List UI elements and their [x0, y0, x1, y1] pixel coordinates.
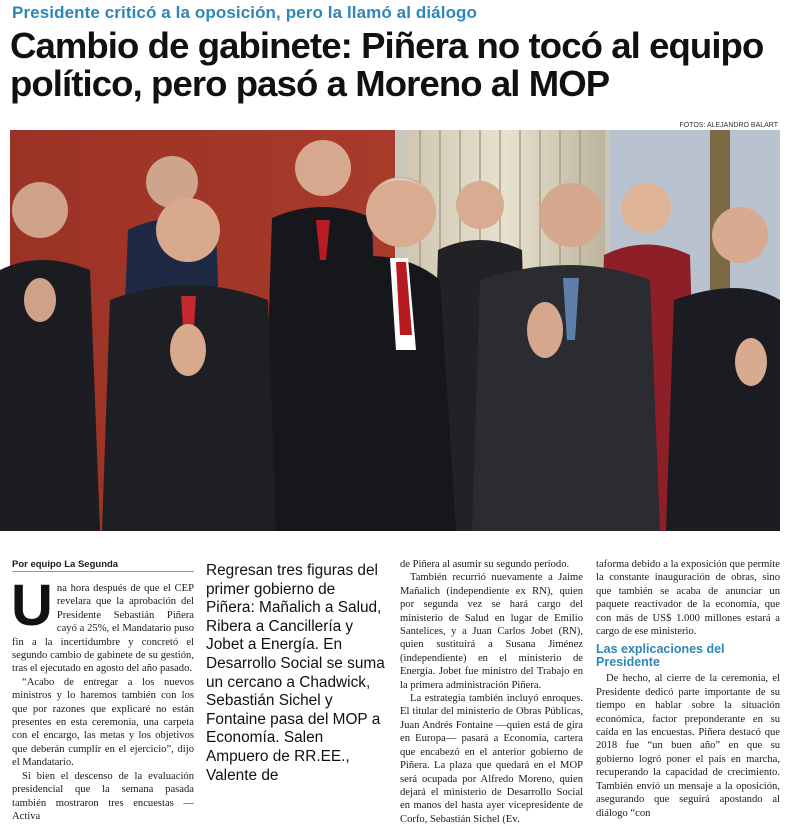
paragraph-3: La estrategia también incluyó enroques. El titular del ministerio de Obras Públicas, Juan Andrés Fontaine —quien está de gira en Europa— pasará a Economía, cartera que encabezó en el anterior gobierno de Piñera. La plaza que quedará en el MOP será ocupada por Alfredo Moreno, quien dejará el ministerio de Desarrollo Social en manos del hasta ayer vicepresidente de Corfo, Sebastián Sichel (Ev.: [400, 693, 583, 825]
paragraph-3: Si bien el descenso de la evaluación presidencial que la semana pasada también mostraron tres encuestas —Activa: [12, 770, 194, 822]
paragraph-2: De hecho, al cierre de la ceremonia, el Presidente dedicó parte importante de su tiempo en hablar sobre la situación económica, factor preponderante en su caída en las encuestas. Piñera destacó que 2018 fue “un buen año” en que su gobierno logró poner el país en marcha, recuperando la capacidad de crecimiento. También envió un mensaje a la oposición, asegurando que seguirá apostando al diálogo “con: [596, 673, 780, 819]
article-photo: [10, 130, 780, 531]
paragraph-1: de Piñera al asumir su segundo período.: [400, 559, 570, 570]
drop-cap: U: [11, 573, 53, 638]
article-column-3: [400, 558, 583, 826]
paragraph-2: También recurrió nuevamente a Jaime Mañalich (independiente ex RN), quien por segunda vez se hará cargo del ministerio de Salud en lugar de Emilio Santelices, y a Juan Carlos Jobet (RN), quien sustituirá a Susana Jiménez (independiente) en el ministerio de Energía. Jobet fue ministro del Trabajo en la primera administración Piñera.: [400, 572, 583, 691]
section-subhead: Las explicaciones del Presidente: [596, 642, 725, 670]
cabinet-ceremony-illustration: [10, 130, 780, 531]
article-column-4: [596, 558, 780, 820]
article-kicker: Presidente criticó a la oposición, pero la llamó al diálogo: [12, 3, 478, 22]
byline: Por equipo La Segunda: [12, 559, 119, 570]
paragraph-2: “Acabo de entregar a los nuevos ministros y lo haremos también con los que por razones que explicaré no están presentes en esta ceremonia, una carpeta con el encargo, las metas y los objetivos que deberán cumplir en el ejercicio”, dijo el Mandatario.: [12, 676, 194, 769]
paragraph-1: taforma debido a la exposición que permite la constante inauguración de obras, sino que también se acaba de anunciar un paquete reactivador de la economía, que con más de US$ 1.000 millones estará a cargo de ese ministerio.: [596, 559, 780, 638]
paragraph-1: [11, 573, 194, 676]
pull-quote: Regresan tres figuras del primer gobierno de Piñera: Mañalich a Salud, Ribera a Cancillería y Jobet a Energía. En Desarrollo Social se suma un cercano a Chadwick, Sebastián Sichel y Fontaine pasa del MOP a Economía. Salen Ampuero de RR.EE., Valente de: [206, 562, 385, 784]
paragraph-1-text: na hora después de que el CEP revelara que la aprobación del Presidente Sebastián Piñera cayó a 25%, el Mandatario puso fin a la incertidumbre y concretó el segundo cambio de gabinete de su gestión, tras el ejecutado en agosto del año pasado.: [12, 583, 194, 675]
photo-credit: FOTOS: ALEJANDRO BALART: [679, 122, 778, 129]
article-column-1: [11, 573, 194, 823]
article-headline: Cambio de gabinete: Piñera no tocó al equipo político, pero pasó a Moreno al MOP: [10, 25, 764, 104]
byline-divider: [12, 571, 194, 572]
